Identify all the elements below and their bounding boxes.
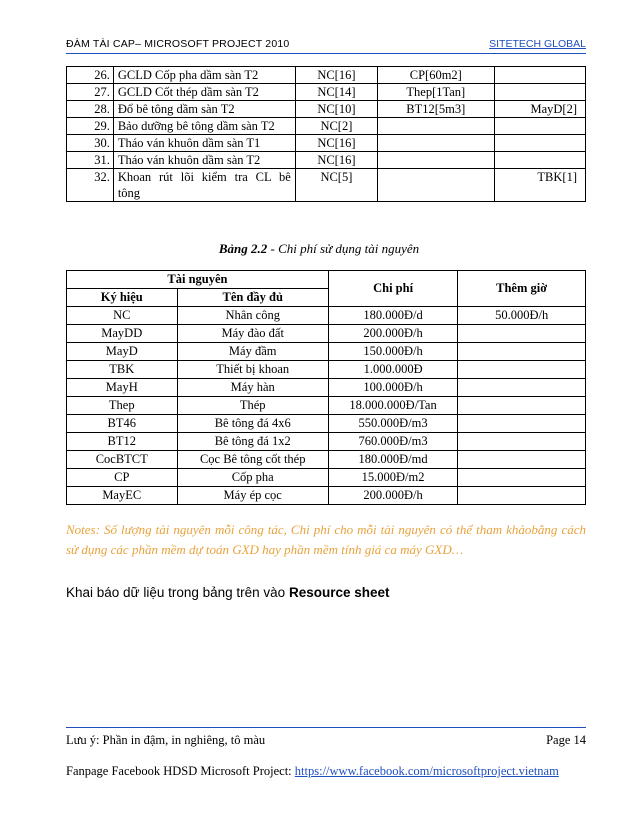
instruction-bold: Resource sheet [288,585,390,600]
task-number: 30. [67,135,114,152]
task-material [378,135,495,152]
task-equipment: TBK[1] [494,169,585,202]
page-number: Page 14 [546,733,586,747]
task-name [113,169,295,202]
footer-fanpage [66,764,559,779]
resource-overtime [458,361,586,379]
table-row [67,101,586,118]
task-number: 27. [67,84,114,101]
task-material [378,118,495,135]
table-row [67,487,586,505]
table-row [67,135,586,152]
task-labor: NC[16] [295,152,377,169]
task-material: CP[60m2] [378,67,495,84]
task-name: Tháo ván khuôn dầm sàn T1 [113,135,295,152]
resource-overtime [458,433,586,451]
resource-overtime [458,415,586,433]
instruction-line [66,585,586,600]
table-row [67,361,586,379]
page-header [66,32,586,54]
task-name: Tháo ván khuôn dầm sàn T2 [113,152,295,169]
resource-symbol: MayEC [67,487,178,505]
task-labor: NC[2] [295,118,377,135]
resource-cost: 180.000Đ/md [328,451,457,469]
task-name-line-1: Khoan rút lõi kiểm tra CL bê [117,170,291,184]
resource-symbol: Thep [67,397,178,415]
caption-text: - Chi phí sử dụng tài nguyên [267,241,420,256]
fanpage-link[interactable]: https://www.facebook.com/microsoftproject.vietnam [294,764,559,778]
task-number: 29. [67,118,114,135]
task-labor: NC[16] [295,135,377,152]
resource-overtime [458,397,586,415]
resource-full-name: Máy ép cọc [177,487,328,505]
table-row [67,118,586,135]
instruction-text: Khai báo dữ liệu trong bảng trên vào [66,585,289,600]
resource-cost: 150.000Đ/h [328,343,457,361]
task-equipment [494,135,585,152]
table-row [67,451,586,469]
task-labor: NC[14] [295,84,377,101]
task-number: 32. [67,169,114,202]
group-header-resources: Tài nguyên [67,271,329,289]
resource-cost-table [66,270,586,505]
resource-cost: 18.000.000Đ/Tan [328,397,457,415]
notes-paragraph: Notes: Số lượng tài nguyên mỗi công tác, Chi phí cho mỗi tài nguyên có thể tham khảobằng cách sử dụng các phần mềm dự toán GXD hay phần mềm tính giá ca máy GXD… [66,522,586,557]
task-labor: NC[10] [295,101,377,118]
footer-rule [66,727,586,728]
resource-cost: 1.000.000Đ [328,361,457,379]
column-header-cost: Chi phí [328,271,457,307]
task-name: Đổ bê tông dầm sàn T2 [113,101,295,118]
task-material: Thep[1Tan] [378,84,495,101]
task-material: BT12[5m3] [378,101,495,118]
task-number: 26. [67,67,114,84]
resource-symbol: NC [67,307,178,325]
table-caption [0,241,638,257]
resource-symbol: MayD [67,343,178,361]
resource-full-name: Thiết bị khoan [177,361,328,379]
task-name-line-2: tông [117,186,141,200]
resource-cost: 550.000Đ/m3 [328,415,457,433]
table-row [67,169,586,202]
resource-full-name: Cốp pha [177,469,328,487]
resource-symbol: MayDD [67,325,178,343]
table-row [67,379,586,397]
column-header-symbol: Ký hiệu [67,289,178,307]
resource-symbol: BT46 [67,415,178,433]
task-resource-table [66,66,586,202]
table-row [67,307,586,325]
table-row [67,415,586,433]
resource-full-name: Máy đầm [177,343,328,361]
task-labor: NC[16] [295,67,377,84]
resource-overtime [458,487,586,505]
resource-overtime [458,379,586,397]
task-name: GCLD Cốt thép dầm sàn T2 [113,84,295,101]
resource-overtime [458,325,586,343]
resource-overtime [458,451,586,469]
resource-overtime [458,469,586,487]
fanpage-label: Fanpage Facebook HDSD Microsoft Project: [66,764,295,778]
table-header-row [67,271,586,289]
resource-symbol: BT12 [67,433,178,451]
resource-symbol: CocBTCT [67,451,178,469]
resource-cost: 200.000Đ/h [328,487,457,505]
resource-cost: 200.000Đ/h [328,325,457,343]
header-title: ĐÀM TÀI CAP– MICROSOFT PROJECT 2010 [66,38,290,50]
table-row [67,325,586,343]
resource-overtime [458,343,586,361]
resource-full-name: Máy hàn [177,379,328,397]
task-material [378,169,495,202]
task-equipment: MayD[2] [494,101,585,118]
task-number: 31. [67,152,114,169]
footer-note: Lưu ý: Phần in đậm, in nghiêng, tô màu [66,733,266,747]
resource-cost: 760.000Đ/m3 [328,433,457,451]
resource-overtime: 50.000Đ/h [458,307,586,325]
header-brand-link[interactable]: SITETECH GLOBAL [489,38,586,50]
table-row [67,84,586,101]
resource-full-name: Thép [177,397,328,415]
resource-cost: 100.000Đ/h [328,379,457,397]
task-name: GCLD Cốp pha dầm sàn T2 [113,67,295,84]
resource-full-name: Nhân công [177,307,328,325]
column-header-full-name: Tên đầy đủ [177,289,328,307]
resource-full-name: Bê tông đá 4x6 [177,415,328,433]
table-row [67,433,586,451]
resource-cost: 15.000Đ/m2 [328,469,457,487]
task-labor: NC[5] [295,169,377,202]
table-row [67,343,586,361]
table-row [67,67,586,84]
table-row [67,152,586,169]
task-equipment [494,84,585,101]
table-row [67,397,586,415]
task-number: 28. [67,101,114,118]
resource-full-name: Cọc Bê tông cốt thép [177,451,328,469]
column-header-overtime: Thêm giờ [458,271,586,307]
resource-full-name: Bê tông đá 1x2 [177,433,328,451]
task-material [378,152,495,169]
caption-label: Bảng 2.2 [218,241,268,256]
resource-symbol: TBK [67,361,178,379]
task-equipment [494,152,585,169]
resource-full-name: Máy đào đất [177,325,328,343]
resource-symbol: MayH [67,379,178,397]
task-name: Bảo dưỡng bê tông dầm sàn T2 [113,118,295,135]
resource-symbol: CP [67,469,178,487]
resource-cost: 180.000Đ/d [328,307,457,325]
task-equipment [494,118,585,135]
task-equipment [494,67,585,84]
header-rule [66,53,586,54]
table-row [67,469,586,487]
